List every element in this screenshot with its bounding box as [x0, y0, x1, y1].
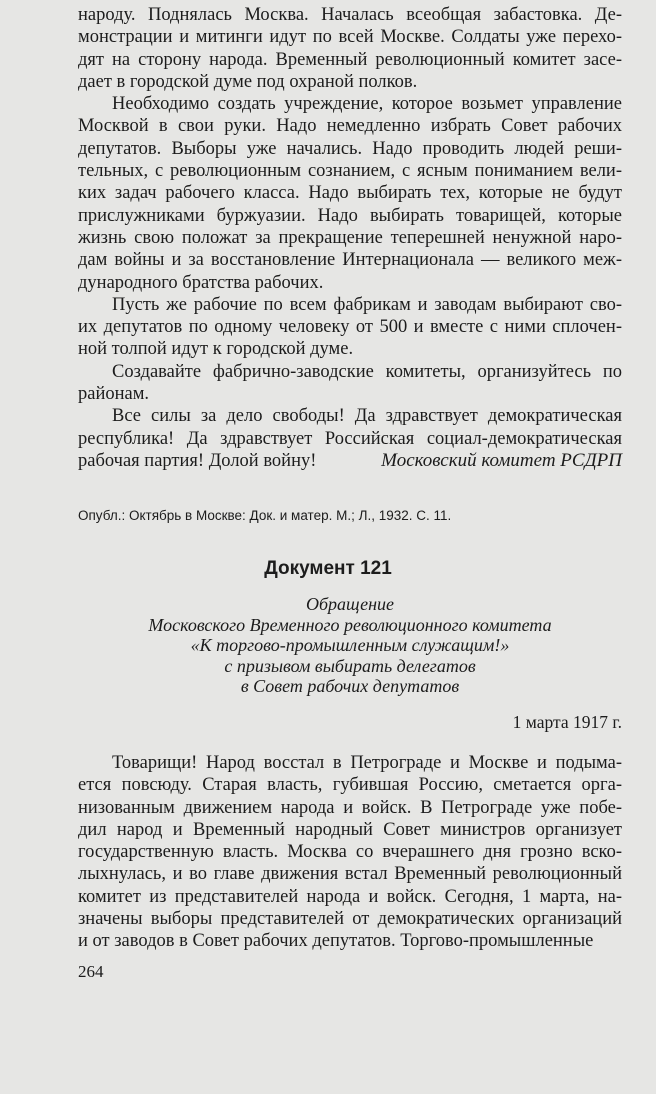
text-line: тельных, с революционным сознанием, с ясным пониманием вели-: [78, 161, 622, 182]
text-line: районам.: [78, 384, 150, 405]
text-line: республика! Да здравствует Российская социал-демократическая: [78, 428, 622, 449]
text-line: жизнь свою положат за прекращение теперешней ненужной наро-: [78, 227, 622, 248]
subtitle-line: в Совет рабочих депутатов: [240, 676, 460, 696]
subtitle-line: с призывом выбирать делегатов: [224, 655, 476, 676]
document-subtitle: [78, 594, 622, 697]
text-line: низованным движением народа и войск. В Петрограде уже побе-: [78, 797, 622, 818]
subtitle-line: Московского Временного революционного комитета: [148, 614, 552, 635]
page-number: 264: [78, 962, 104, 981]
text-line: депутатов. Выборы уже начались. Надо проводить людей реши-: [78, 138, 622, 159]
text-line: монстрации и митинги идут по всей Москве. Солдаты уже перехо-: [78, 27, 622, 48]
text-line: народу. Поднялась Москва. Началась всеобщая забастовка. Де-: [78, 5, 622, 25]
text-line: ной толпой идут к городской думе.: [78, 339, 354, 360]
text-line: значены выборы представителей от демократических организаций: [78, 909, 622, 930]
text-line: их депутатов по одному человеку от 500 и вместе с ними сплочен-: [78, 317, 622, 338]
text-line: лыхнулась, и во главе движения встал Временный революционный: [78, 864, 622, 885]
text-line: Товарищи! Народ восстал в Петрограде и Москве и подыма-: [112, 753, 622, 773]
text-line: дународного братства рабочих.: [78, 272, 324, 293]
subtitle-line: «К торгово-промышленным служащим!»: [190, 635, 510, 655]
text-line: и от заводов в Совет рабочих депутатов. Торгово-промышленные: [78, 931, 594, 952]
text-line: ется повсюду. Старая власть, губившая Россию, сметается орга-: [78, 775, 622, 796]
document-date: 1 марта 1917 г.: [512, 712, 622, 732]
text-column: [78, 4, 622, 472]
text-line: прислужниками буржуазии. Надо выбирать товарищей, которые: [78, 205, 622, 226]
text-line: дам войны и за восстановление Интернационала — великого меж-: [78, 250, 622, 271]
source-citation: Опубл.: Октябрь в Москве: Док. и матер. М.; Л., 1932. С. 11.: [78, 508, 452, 523]
text-line: дят на сторону народа. Временный революционный комитет засе-: [78, 49, 622, 70]
document-body: [78, 752, 622, 953]
document-heading: Документ 121: [264, 558, 392, 579]
text-line: дил народ и Временный народный Совет министров организует: [78, 819, 622, 840]
text-line: Создавайте фабрично-заводские комитеты, организуйтесь по: [112, 361, 622, 382]
signature: Московский комитет РСДРП: [381, 450, 622, 471]
text-line: государственную власть. Москва со вчерашнего дня грозно вско-: [78, 842, 622, 863]
text-line: ких задач рабочего класса. Надо выбирать тех, которые не будут: [78, 183, 622, 204]
text-line: Все силы за дело свободы! Да здравствует демократическая: [112, 406, 622, 427]
subtitle-line: Обращение: [306, 594, 394, 614]
text-line: Необходимо создать учреждение, которое возьмет управление: [112, 94, 622, 115]
text-line: Москвой в свои руки. Надо немедленно избрать Совет рабочих: [78, 116, 622, 137]
text-line: Пусть же рабочие по всем фабрикам и заводам выбирают сво-: [112, 294, 622, 315]
text-line: рабочая партия! Долой войну!: [78, 450, 317, 471]
text-line: комитет из представителей народа и войск. Сегодня, 1 марта, на-: [78, 886, 622, 907]
text-line: дает в городской думе под охраной полков.: [78, 71, 418, 92]
